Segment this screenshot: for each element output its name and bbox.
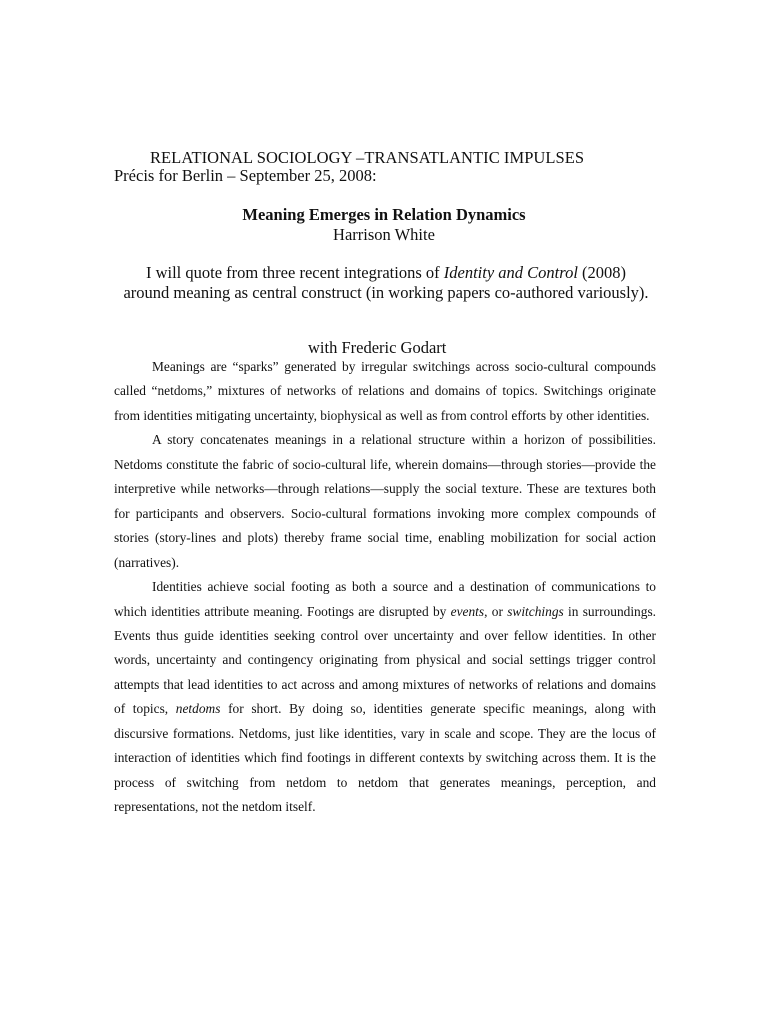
body-text (114, 355, 656, 820)
paragraph-3-text: in surroundings. Events thus guide identities seeking control over uncertainty and over fellow identities. In other words, uncertainty and contingency originating from physical and social settings trigger control attempts that lead identities to act across and among mixtures of networks of relations and domains of topics, (114, 603, 656, 717)
section-heading: with Frederic Godart (308, 338, 447, 357)
emphasis-switchings: switchings (507, 603, 564, 619)
book-title: Identity and Control (443, 263, 578, 282)
emphasis-events: events (450, 603, 485, 619)
paragraph-3-text: , or (484, 603, 508, 619)
series-title: RELATIONAL SOCIOLOGY –TRANSATLANTIC IMPULSES (150, 148, 585, 167)
paragraph-3-text: for short. By doing so, identities generate specific meanings, along with discursive formations. Netdoms, just like identities, vary in scale and scope. They are the locus of interaction of identities which find footings in different contexts by switching across them. It is the process of switching from netdom to netdom that generates meanings, perception, and representations, not the netdom itself. (114, 701, 656, 815)
paragraph-3-text: Identities achieve social footing as both a source and a destination of communications to which identities attribute meaning. Footings are disrupted by (114, 579, 656, 619)
author-name: Harrison White (333, 225, 435, 244)
paragraph-3 (114, 575, 656, 820)
emphasis-netdoms: netdoms (175, 701, 221, 717)
paragraph-1: Meanings are “sparks” generated by irregular switchings across socio-cultural compounds called “netdoms,” mixtures of networks of relations and domains of topics. Switchings originate from identities mitigating uncertainty, biophysical as well as from control efforts by other identities. (114, 359, 656, 423)
intro-statement (122, 263, 650, 302)
precis-line: Précis for Berlin – September 25, 2008: (114, 166, 377, 185)
intro-text-before: I will quote from three recent integrations of (145, 263, 444, 282)
paragraph-2: A story concatenates meanings in a relational structure within a horizon of possibilities. Netdoms constitute the fabric of socio-cultural life, wherein domains—through stories—provide the interpretive while networks—through relations—supply the social texture. These are textures both for participants and observers. Socio-cultural formations invoking more complex compounds of stories (story-lines and plots) thereby frame social time, enabling mobilization for social action (narratives). (114, 432, 656, 570)
intro-text-after: (2008) around meaning as central construct (in working papers co-authored variously). (123, 263, 649, 302)
paper-title: Meaning Emerges in Relation Dynamics (242, 205, 526, 224)
